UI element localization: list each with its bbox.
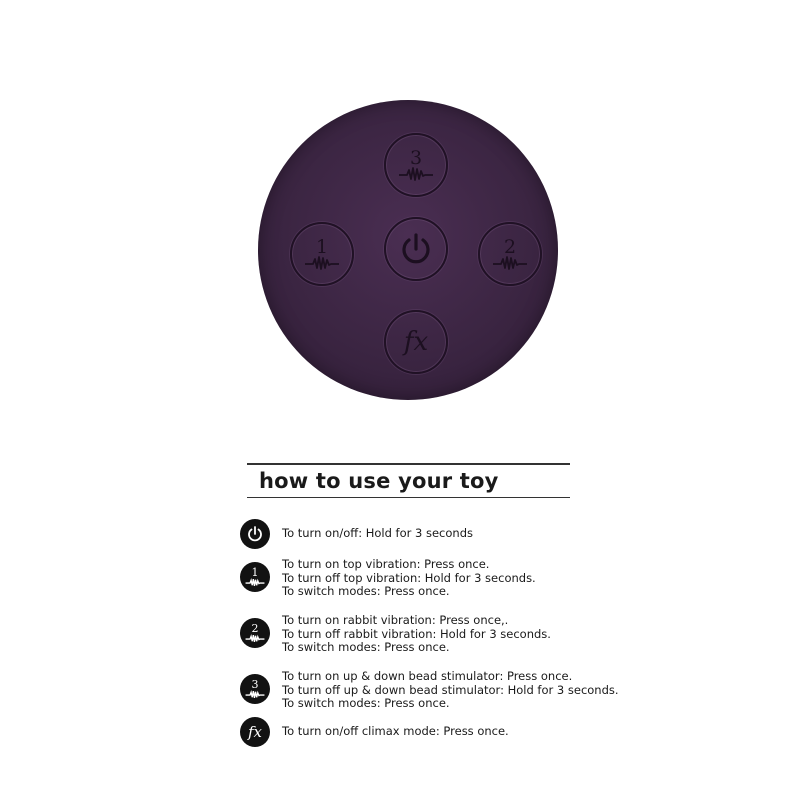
page-title: how to use your toy bbox=[259, 469, 499, 493]
instruction-mode-2 bbox=[240, 614, 660, 655]
instruction-line: To turn on up & down bead stimulator: Press once. bbox=[282, 669, 573, 683]
vibration-icon bbox=[398, 167, 434, 181]
vibration-icon bbox=[240, 618, 270, 648]
instruction-line: To switch modes: Press once. bbox=[282, 584, 450, 598]
icon-label: fx bbox=[247, 723, 262, 741]
instruction-line: To turn on rabbit vibration: Press once,. bbox=[282, 613, 509, 627]
icon-number: 3 bbox=[251, 677, 259, 691]
fx-icon: fx bbox=[403, 327, 429, 357]
button-number: 3 bbox=[409, 147, 423, 169]
instruction-line: To switch modes: Press once. bbox=[282, 640, 450, 654]
power-button[interactable] bbox=[384, 217, 448, 281]
instruction-mode-3 bbox=[240, 670, 660, 711]
button-number: 2 bbox=[503, 236, 517, 258]
instruction-line: To turn off rabbit vibration: Hold for 3 seconds. bbox=[282, 626, 551, 641]
fx-icon bbox=[240, 717, 270, 747]
instruction-power bbox=[240, 519, 660, 549]
instruction-line: To turn off top vibration: Hold for 3 seconds. bbox=[282, 570, 536, 585]
icon-number: 1 bbox=[251, 565, 259, 579]
instruction-line: To turn on/off climax mode: Press once. bbox=[282, 724, 509, 738]
section-header bbox=[247, 463, 570, 498]
divider bbox=[247, 497, 570, 498]
vibration-icon bbox=[492, 256, 528, 270]
mode-1-button[interactable] bbox=[290, 222, 354, 286]
power-icon bbox=[396, 229, 436, 269]
instruction-line: To turn on top vibration: Press once. bbox=[282, 557, 490, 571]
instruction-climax bbox=[240, 717, 660, 747]
mode-3-button[interactable] bbox=[384, 133, 448, 197]
button-number: 1 bbox=[315, 236, 329, 258]
power-icon bbox=[240, 519, 270, 549]
mode-2-button[interactable] bbox=[478, 222, 542, 286]
instruction-line: To turn on/off: Hold for 3 seconds bbox=[282, 526, 473, 540]
instruction-mode-1 bbox=[240, 558, 660, 599]
instruction-line: To turn off up & down bead stimulator: Hold for 3 seconds. bbox=[282, 682, 619, 697]
vibration-icon bbox=[240, 562, 270, 592]
control-panel bbox=[258, 100, 558, 400]
climax-mode-button[interactable] bbox=[384, 310, 448, 374]
instruction-line: To switch modes: Press once. bbox=[282, 696, 450, 710]
icon-number: 2 bbox=[251, 621, 259, 635]
vibration-icon bbox=[240, 674, 270, 704]
vibration-icon bbox=[304, 256, 340, 270]
